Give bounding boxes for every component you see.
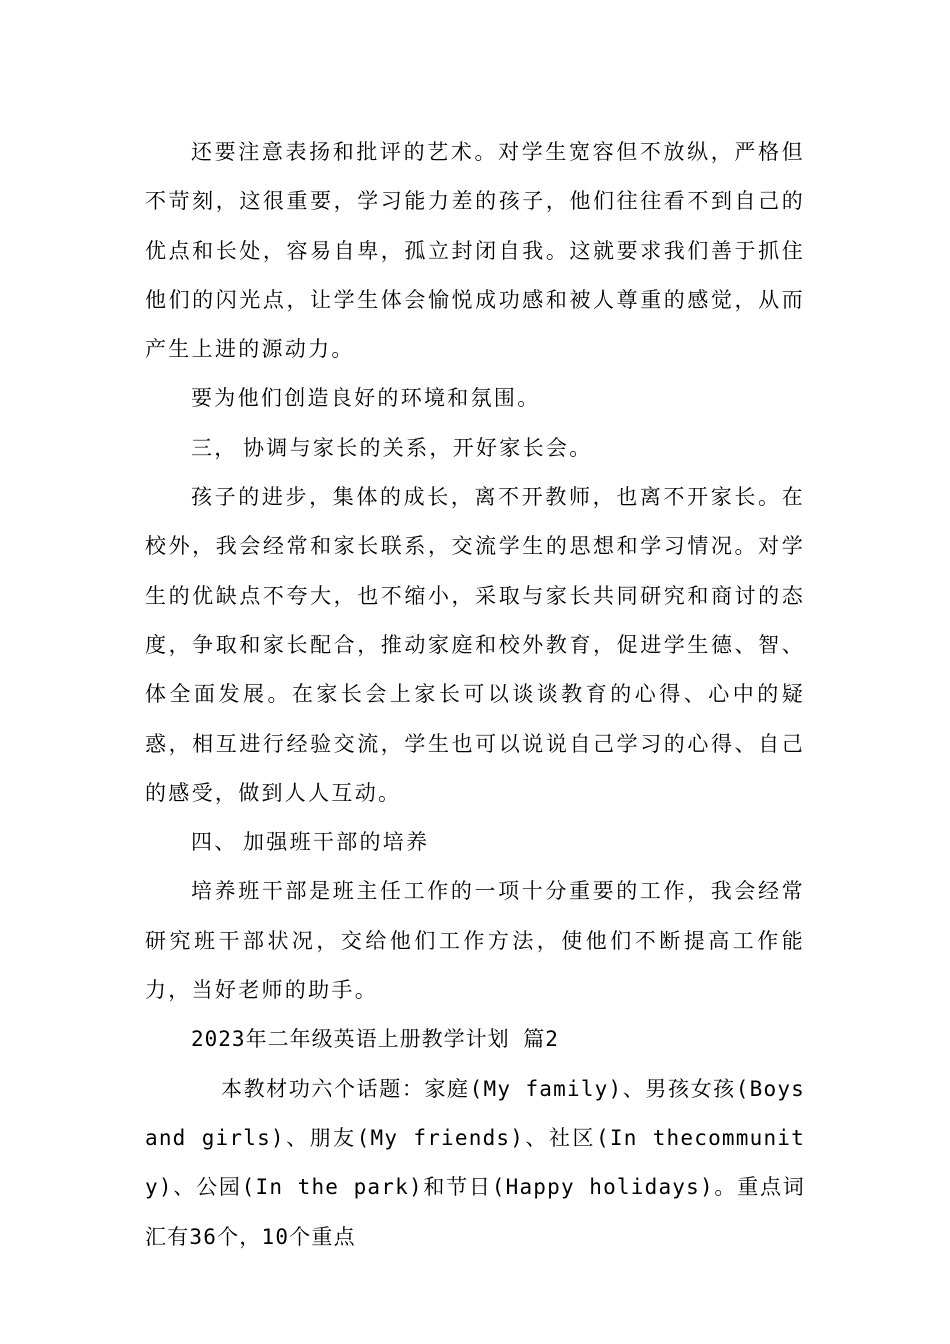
section-heading-four <box>145 818 805 867</box>
paragraph-environment: 要为他们创造良好的环境和氛围。 <box>191 386 541 411</box>
heading-text: 加强班干部的培养 <box>243 830 430 855</box>
heading-number: 三， <box>191 435 238 460</box>
paragraph-praise-criticism: 还要注意表扬和批评的艺术。对学生宽容但不放纵，严格但不苛刻，这很重要，学习能力差的孩子，他们往往看不到自己的优点和长处，容易自卑，孤立封闭自我。这就要求我们善于抓住他们的闪光点，让学生体会愉悦成功感和被人尊重的感觉，从而产生上进的源动力。 <box>145 140 805 362</box>
heading-text: 协调与家长的关系，开好家长会。 <box>243 435 593 460</box>
section-title: 2023年二年级英语上册教学计划 篇2 <box>191 1027 559 1052</box>
paragraph-textbook-topics: 本教材功六个话题：家庭(My family)、男孩女孩(Boys and girls)、朋友(My friends)、社区(In thecommunity)、公园(In the park)和节日(Happy holidays)。重点词汇有36个，10个重点 <box>145 1076 805 1249</box>
paragraph-class-cadres: 培养班干部是班主任工作的一项十分重要的工作，我会经常研究班干部状况，交给他们工作方法，使他们不断提高工作能力，当好老师的助手。 <box>145 879 805 1003</box>
document-body <box>145 128 805 1262</box>
section-heading-three <box>145 424 805 473</box>
paragraph-parents: 孩子的进步，集体的成长，离不开教师，也离不开家长。在校外，我会经常和家长联系，交流学生的思想和学习情况。对学生的优缺点不夸大，也不缩小，采取与家长共同研究和商讨的态度，争取和家长配合，推动家庭和校外教育，促进学生德、智、体全面发展。在家长会上家长可以谈谈教育的心得、心中的疑惑，相互进行经验交流，学生也可以说说自己学习的心得、自己的感受，做到人人互动。 <box>145 485 805 805</box>
heading-number: 四、 <box>191 830 238 855</box>
